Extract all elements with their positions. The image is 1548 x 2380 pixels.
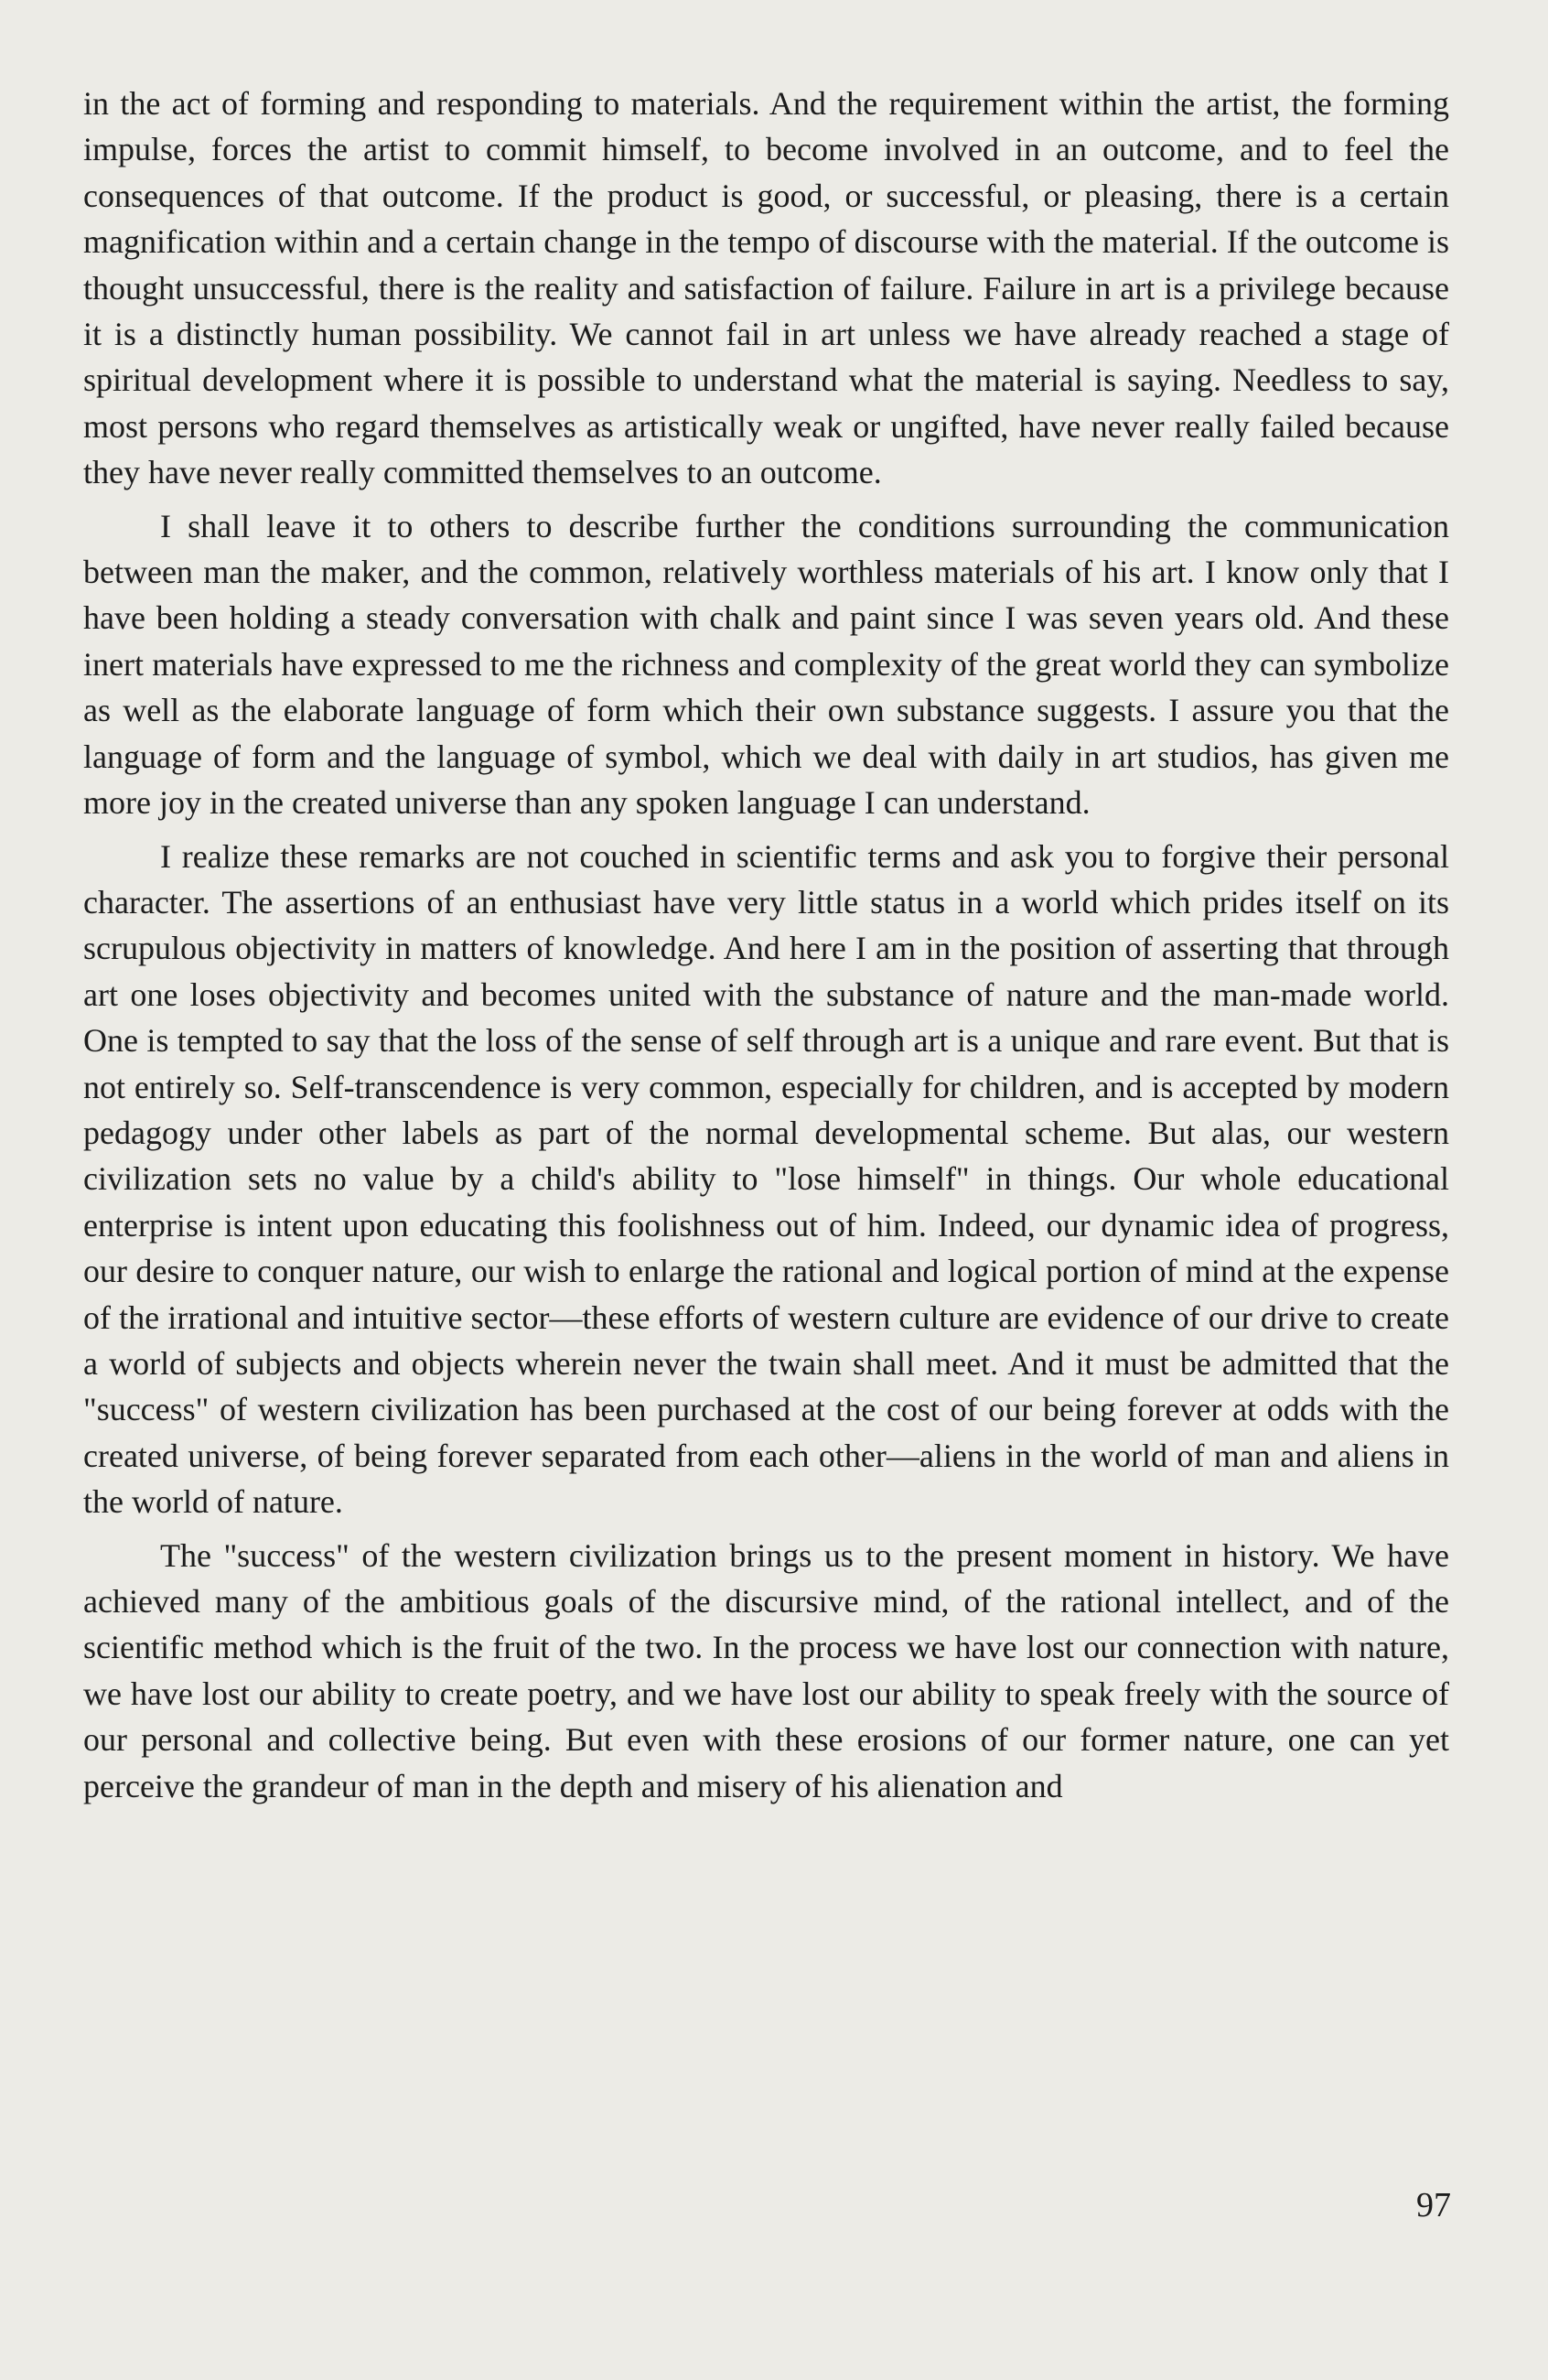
- paragraph-1: in the act of forming and responding to materials. And the requirement within the artist, the forming impulse, forces the artist to commit himself, to become involved in an outcome, and to feel the consequences of that outcome. If the product is good, or successful, or pleasing, there is a certain magnification within and a certain change in the tempo of discourse with the material. If the outcome is thought unsuccessful, there is the reality and satisfaction of failure. Failure in art is a privilege because it is a distinctly human possibility. We cannot fail in art unless we have already reached a stage of spiritual development where it is possible to understand what the material is saying. Needless to say, most persons who regard themselves as artistically weak or ungifted, have never really failed because they have never really committed themselves to an outcome.: [83, 85, 1449, 491]
- paragraph-2: I shall leave it to others to describe further the conditions surrounding the communication between man the maker, and the common, relatively worthless materials of his art. I know only that I have been holding a steady conversation with chalk and paint since I was seven years old. And these inert materials have expressed to me the richness and complexity of the great world they can symbolize as well as the elaborate language of form which their own substance suggests. I assure you that the language of form and the language of symbol, which we deal with daily in art studios, has given me more joy in the created universe than any spoken language I can understand.: [83, 507, 1449, 822]
- paragraph-4: The "success" of the western civilization brings us to the present moment in history. We have achieved many of the ambitious goals of the discursive mind, of the rational intellect, and of the scientific method which is the fruit of the two. In the process we have lost our connection with nature, we have lost our ability to create poetry, and we have lost our ability to speak freely with the source of our personal and collective being. But even with these erosions of our former nature, one can yet perceive the grandeur of man in the depth and misery of his alienation and: [83, 1536, 1449, 1804]
- paragraph-3: I realize these remarks are not couched in scientific terms and ask you to forgive their personal character. The assertions of an enthusiast have very little status in a world which prides itself on its scrupulous objectivity in matters of knowledge. And here I am in the position of asserting that through art one loses objectivity and becomes united with the substance of nature and the man-made world. One is tempted to say that the loss of the sense of self through art is a unique and rare event. But that is not entirely so. Self-transcendence is very common, especially for children, and is accepted by modern pedagogy under other labels as part of the normal developmental scheme. But alas, our western civilization sets no value by a child's ability to "lose himself" in things. Our whole educational enterprise is intent upon educating this foolishness out of him. Indeed, our dynamic idea of progress, our desire to conquer nature, our wish to enlarge the rational and logical portion of mind at the expense of the irrational and intuitive sector—these efforts of western culture are evidence of our drive to create a world of subjects and objects wherein never the twain shall meet. And it must be admitted that the "success" of western civilization has been purchased at the cost of our being forever at odds with the created universe, of being forever separated from each other—aliens in the world of man and aliens in the world of nature.: [83, 837, 1449, 1521]
- body-text: [83, 81, 1449, 1809]
- page-number: 97: [1416, 2186, 1451, 2224]
